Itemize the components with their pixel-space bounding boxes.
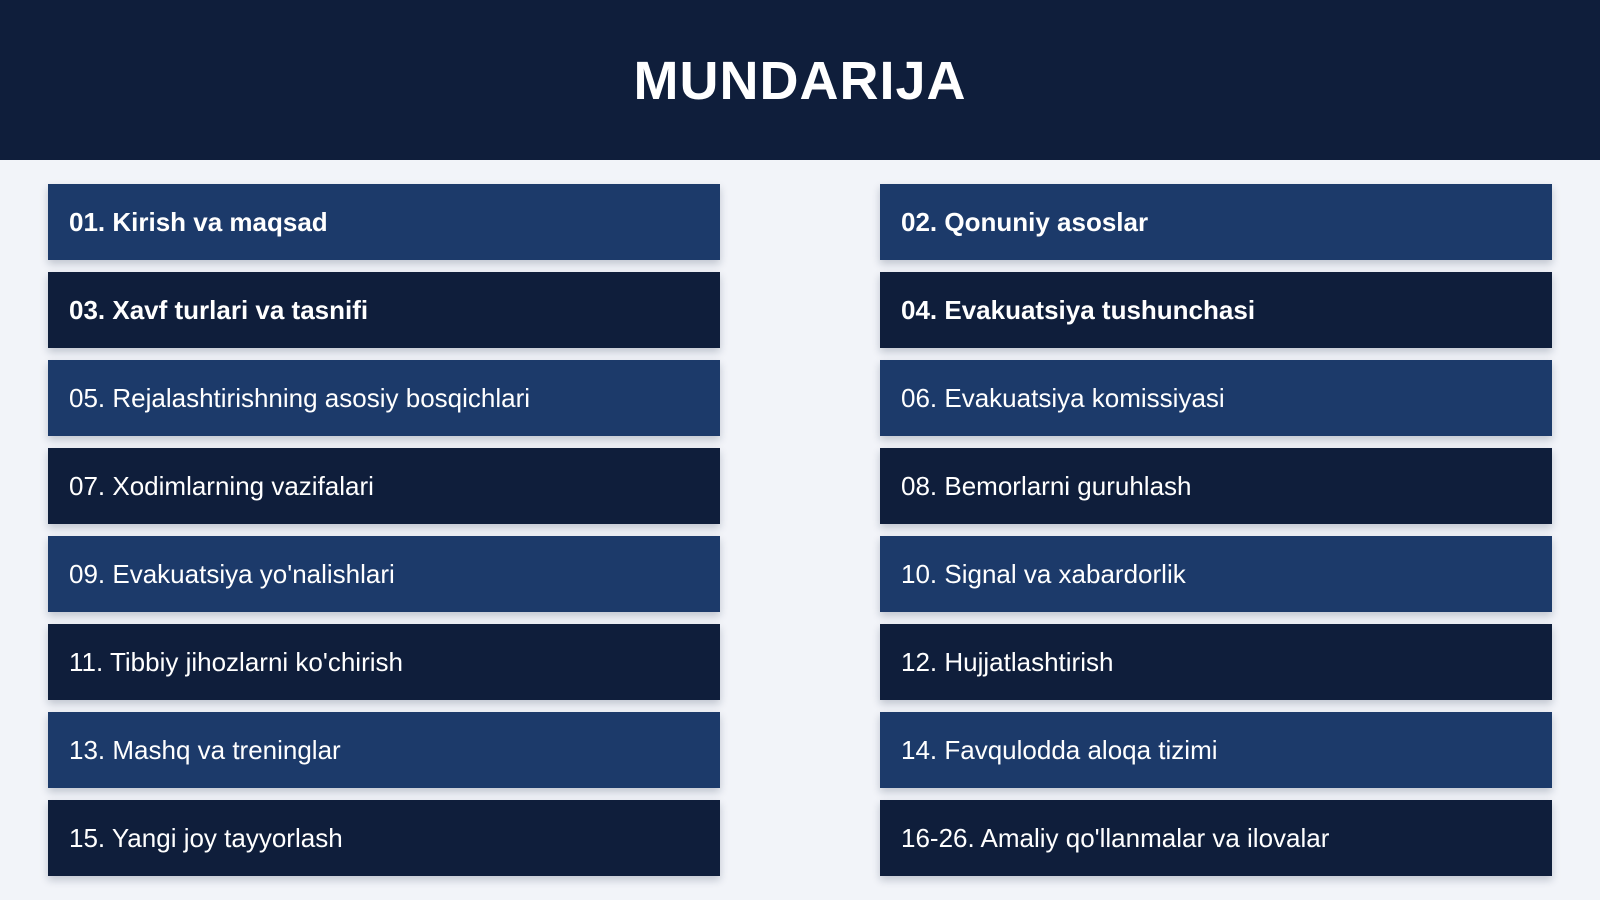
toc-item-13[interactable]: 13. Mashq va treninglar (48, 712, 720, 788)
toc-item-01[interactable]: 01. Kirish va maqsad (48, 184, 720, 260)
toc-item-11[interactable]: 11. Tibbiy jihozlarni ko'chirish (48, 624, 720, 700)
page-title: MUNDARIJA (633, 51, 967, 111)
toc-item-14[interactable]: 14. Favqulodda aloqa tizimi (880, 712, 1552, 788)
toc-item-05[interactable]: 05. Rejalashtirishning asosiy bosqichlari (48, 360, 720, 436)
table-of-contents (48, 184, 1552, 876)
header-bar (0, 0, 1600, 160)
toc-item-06[interactable]: 06. Evakuatsiya komissiyasi (880, 360, 1552, 436)
toc-item-08[interactable]: 08. Bemorlarni guruhlash (880, 448, 1552, 524)
toc-item-07[interactable]: 07. Xodimlarning vazifalari (48, 448, 720, 524)
toc-item-02[interactable]: 02. Qonuniy asoslar (880, 184, 1552, 260)
toc-item-16-26[interactable]: 16-26. Amaliy qo'llanmalar va ilovalar (880, 800, 1552, 876)
toc-item-09[interactable]: 09. Evakuatsiya yo'nalishlari (48, 536, 720, 612)
toc-item-15[interactable]: 15. Yangi joy tayyorlash (48, 800, 720, 876)
toc-item-04[interactable]: 04. Evakuatsiya tushunchasi (880, 272, 1552, 348)
toc-item-03[interactable]: 03. Xavf turlari va tasnifi (48, 272, 720, 348)
toc-item-12[interactable]: 12. Hujjatlashtirish (880, 624, 1552, 700)
toc-item-10[interactable]: 10. Signal va xabardorlik (880, 536, 1552, 612)
